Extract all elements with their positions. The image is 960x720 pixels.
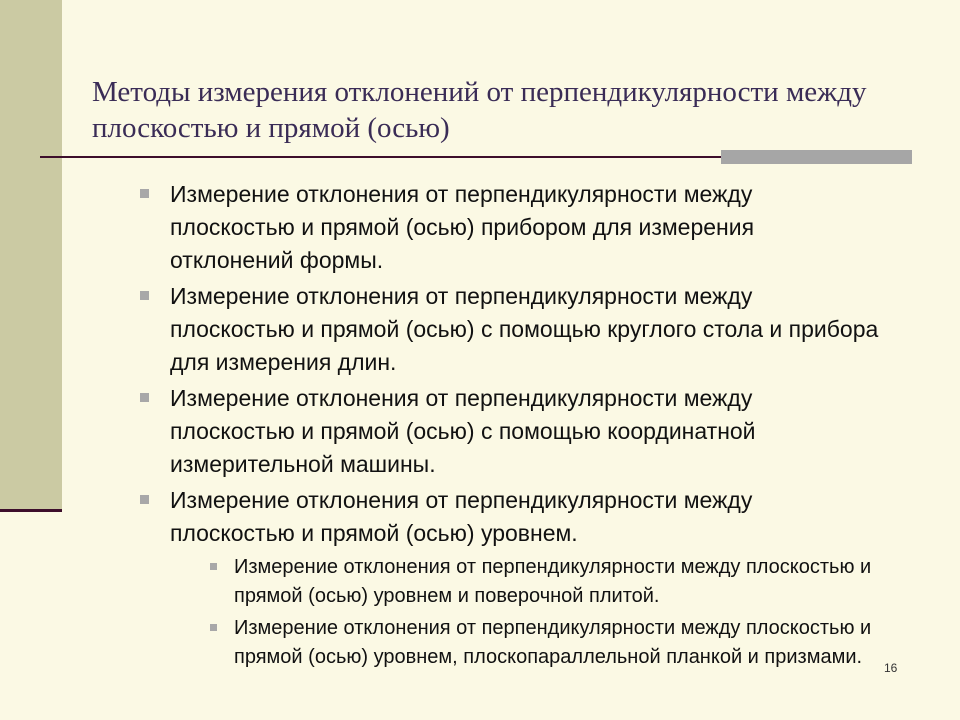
list-item (140, 382, 880, 481)
list-item (140, 280, 880, 379)
sub-list-item-text: Измерение отклонения от перпендикулярности между плоскостью и прямой (осью) уровнем, плоскопараллельной планкой и призмами. (234, 617, 872, 668)
list-item (140, 484, 880, 550)
left-decorative-band (0, 0, 62, 512)
small-square-bullet-icon (210, 563, 217, 570)
left-band-underline (0, 509, 62, 512)
list-item-text: Измерение отклонения от перпендикулярности между плоскостью и прямой (осью) прибором для измерения отклонений формы. (170, 181, 755, 273)
page-number: 16 (884, 661, 898, 675)
list-item-text: Измерение отклонения от перпендикулярности между плоскостью и прямой (осью) с помощью круглого стола и прибора для измерения длин. (170, 283, 879, 375)
sub-list-item-text: Измерение отклонения от перпендикулярности между плоскостью и прямой (осью) уровнем и поверочной плитой. (234, 556, 872, 607)
list-item-text: Измерение отклонения от перпендикулярности между плоскостью и прямой (осью) с помощью координатной измерительной машины. (170, 385, 756, 477)
title-accent-bar (721, 150, 912, 164)
sub-list-item (210, 553, 880, 611)
square-bullet-icon (140, 291, 149, 300)
list-item (140, 178, 880, 277)
square-bullet-icon (140, 393, 149, 402)
bullet-list (140, 178, 880, 675)
slide-title: Методы измерения отклонений от перпендикулярности между плоскостью и прямой (осью) (92, 76, 867, 144)
square-bullet-icon (140, 495, 149, 504)
sub-list-item (210, 614, 880, 672)
list-item-text: Измерение отклонения от перпендикулярности между плоскостью и прямой (осью) уровнем. (170, 487, 753, 546)
square-bullet-icon (140, 189, 149, 198)
small-square-bullet-icon (210, 624, 217, 631)
